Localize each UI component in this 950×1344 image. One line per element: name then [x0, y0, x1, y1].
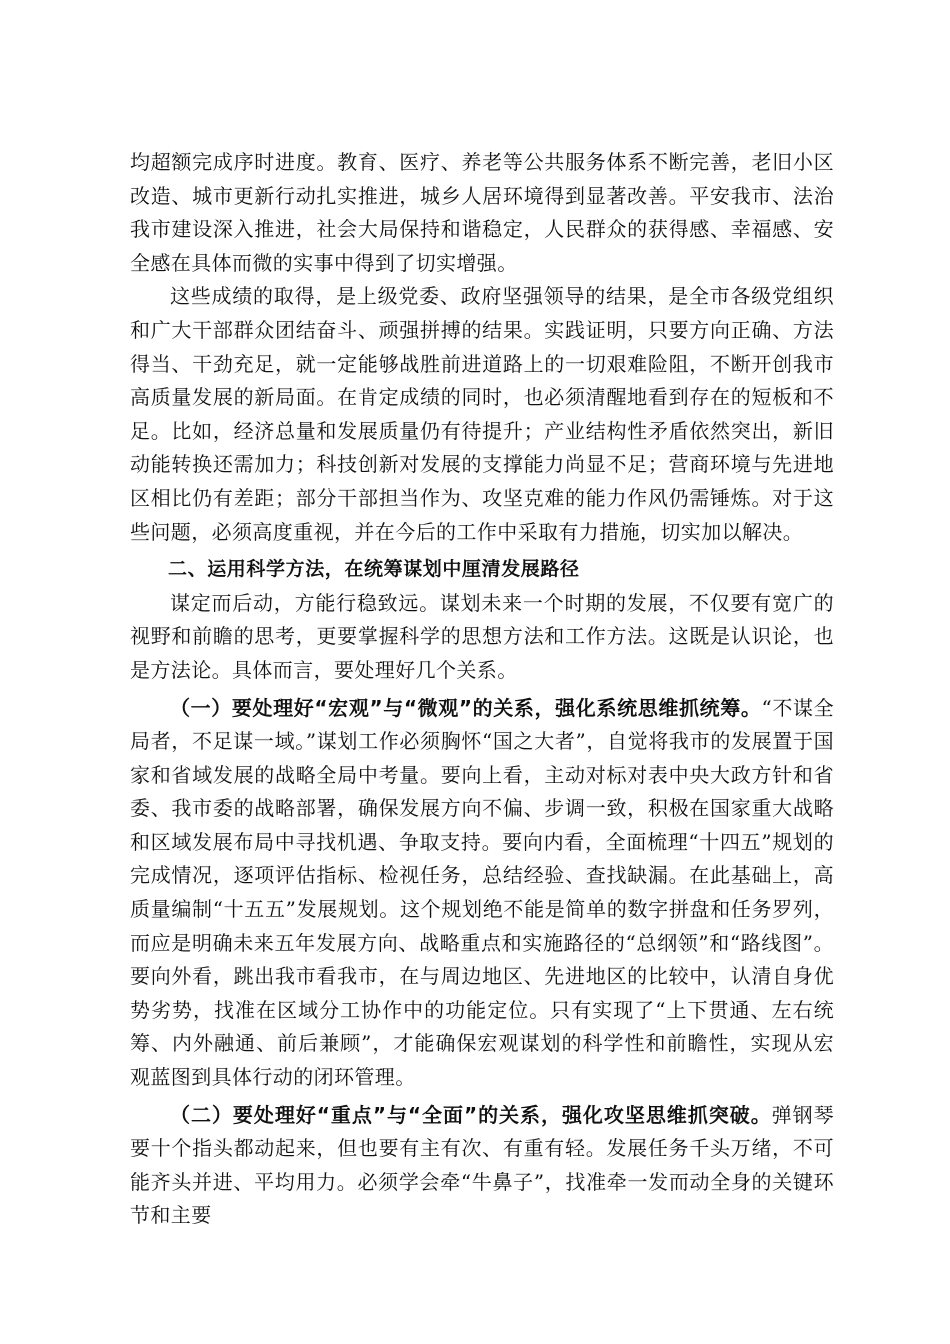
document-page	[130, 146, 834, 1233]
paragraph-3: 谋定而后动，方能行稳致远。谋划未来一个时期的发展，不仅要有宽广的视野和前瞻的思考，更要掌握科学的思想方法和工作方法。这既是认识论，也是方法论。具体而言，要处理好几个关系。	[130, 590, 834, 682]
paragraph-2: 这些成绩的取得，是上级党委、政府坚强领导的结果，是全市各级党组织和广大干部群众团结奋斗、顽强拼搏的结果。实践证明，只要方向正确、方法得当、干劲充足，就一定能够战胜前进道路上的一切艰难险阻，不断开创我市高质量发展的新局面。在肯定成绩的同时，也必须清醒地看到存在的短板和不足。比如，经济总量和发展质量仍有待提升；产业结构性矛盾依然突出，新旧动能转换还需加力；科技创新对发展的支撑能力尚显不足；营商环境与先进地区相比仍有差距；部分干部担当作为、攻坚克难的能力作风仍需锤炼。对于这些问题，必须高度重视，并在今后的工作中采取有力措施，切实加以解决。	[130, 284, 834, 544]
paragraph-5-body: 弹钢琴要十个指头都动起来，但也要有主有次、有重有轻。发展任务千头万绪，不可能齐头并进、平均用力。必须学会牵“牛鼻子”，找准牵一发而动全身的关键环节和主要	[130, 1102, 835, 1228]
subsection-heading-2: （二）要处理好“重点”与“全面”的关系，强化攻坚思维抓突破。	[170, 1102, 772, 1127]
section-heading-2: 二、运用科学方法，在统筹谋划中厘清发展路径	[168, 558, 580, 581]
paragraph-4	[130, 692, 834, 1095]
paragraph-1: 均超额完成序时进度。教育、医疗、养老等公共服务体系不断完善，老旧小区改造、城市更新行动扎实推进，城乡人居环境得到显著改善。平安我市、法治我市建设深入推进，社会大局保持和谐稳定，人民群众的获得感、幸福感、安全感在具体而微的实事中得到了切实增强。	[130, 150, 834, 275]
paragraph-4-body: “不谋全局者，不足谋一域。”谋划工作必须胸怀“国之大者”，自觉将我市的发展置于国家和省域发展的战略全局中考量。要向上看，主动对标对表中央大政方针和省委、我市委的战略部署，确保发展方向不偏、步调一致，积极在国家重大战略和区域发展布局中寻找机遇、争取支持。要向内看，全面梳理“十四五”规划的完成情况，逐项评估指标、检视任务，总结经验、查找缺漏。在此基础上，高质量编制“十五五”发展规划。这个规划绝不能是简单的数字拼盘和任务罗列，而应是明确未来五年发展方向、战略重点和实施路径的“总纲领”和“路线图”。要向外看，跳出我市看我市，在与周边地区、先进地区的比较中，认清自身优势劣势，找准在区域分工协作中的功能定位。只有实现了“上下贯通、左右统筹、内外融通、前后兼顾”，才能确保宏观谋划的科学性和前瞻性，实现从宏观蓝图到具体行动的闭环管理。	[130, 695, 834, 1090]
paragraph-5	[130, 1099, 834, 1233]
subsection-heading-1: （一）要处理好“宏观”与“微观”的关系，强化系统思维抓统筹。	[170, 695, 762, 720]
